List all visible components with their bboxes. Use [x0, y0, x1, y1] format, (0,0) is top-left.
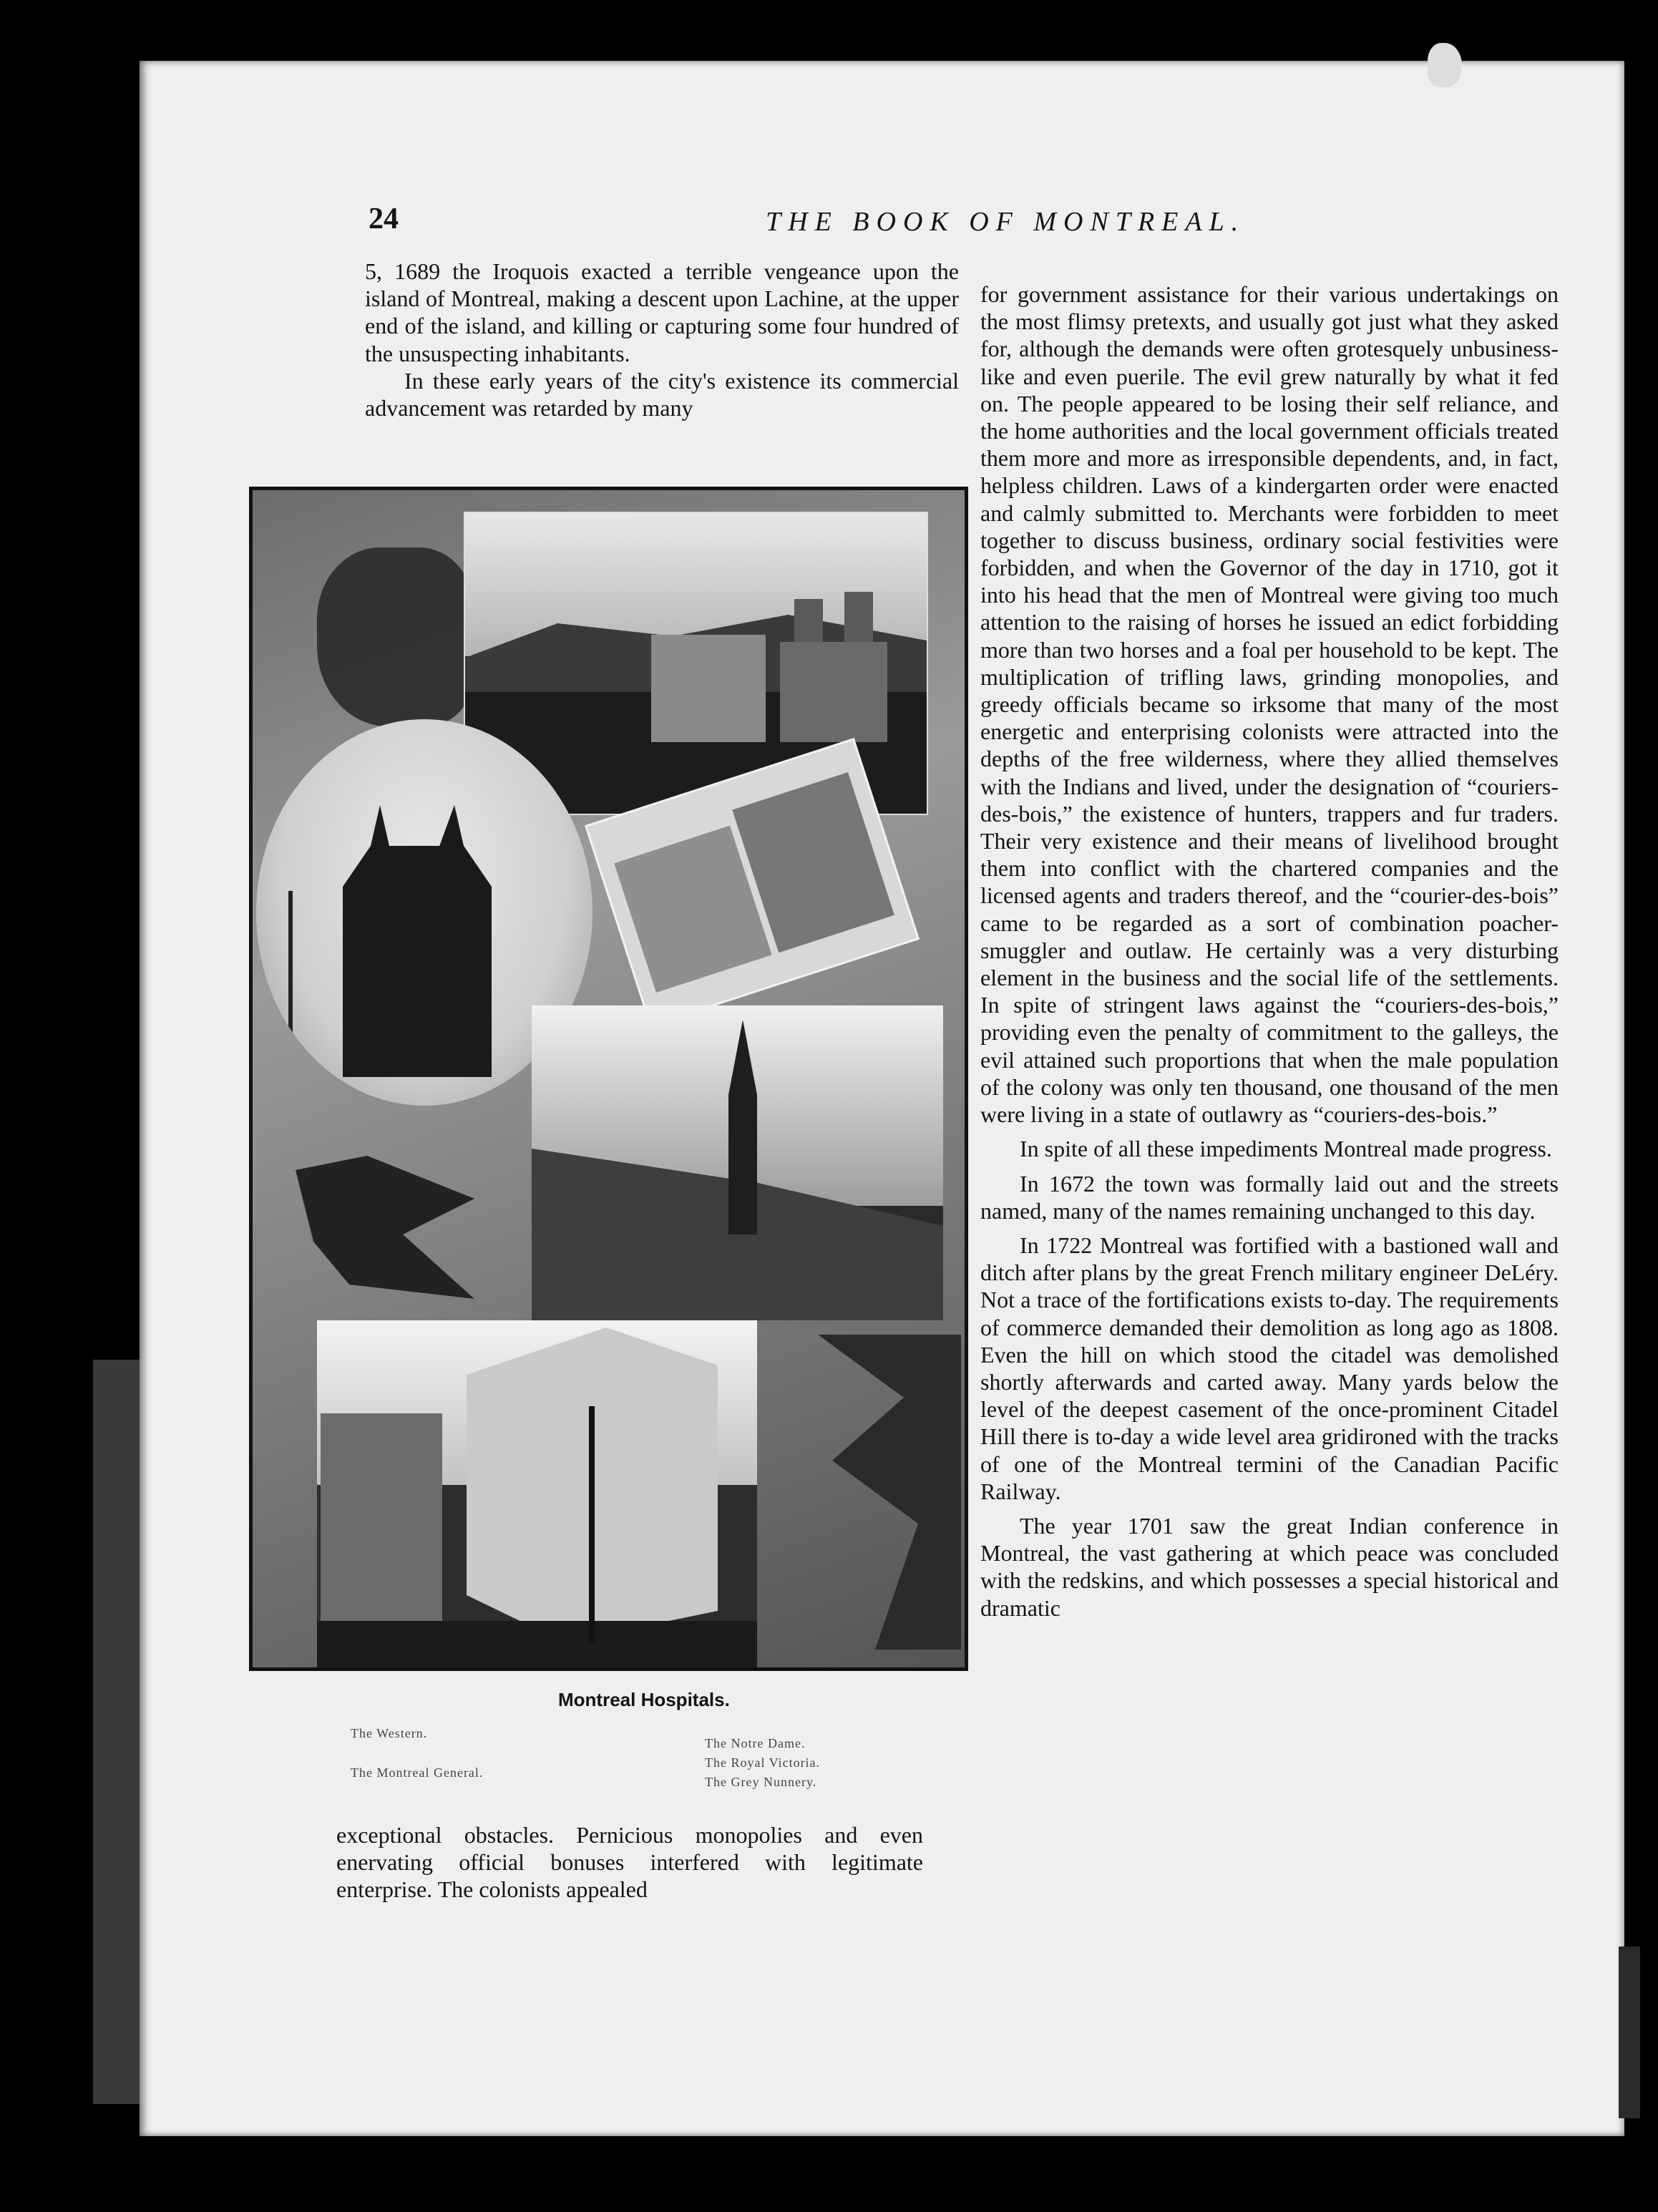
figure-caption: The Grey Nunnery.	[705, 1775, 817, 1789]
figure-title: Montreal Hospitals.	[558, 1689, 730, 1710]
page-number: 24	[369, 203, 399, 235]
running-head: THE BOOK OF MONTREAL.	[766, 207, 1246, 237]
figure-caption: The Montreal General.	[351, 1765, 484, 1780]
decorative-shadow	[818, 1335, 961, 1650]
left-column-top	[365, 258, 959, 422]
page-curl-shadow	[1619, 1947, 1640, 2118]
hospitals-photo-plate	[249, 487, 968, 1671]
right-column	[980, 281, 1559, 1622]
paragraph: for government assistance for their various undertakings on the most flimsy pretexts, and usually got just what they asked for, although the demands were often grotesquely unbusiness-like and even puerile. The evil grew naturally by what it fed on. The people appeared to be losing their self reliance, and the home authorities and the local government officials treated them more and more as irresponsible dependents, and, in fact, helpless children. Laws of a kindergarten order were enacted and calmly submitted to. Merchants were forbidden to meet together to discuss business, ordinary social festivities were forbidden, and when the Governor of the day in 1710, got it into his head that the men of Montreal were giving too much attention to the raising of horses he issued an edict forbidding more than two horses and a foal per household to be kept. The multiplication of trifling laws, grinding monopolies, and greedy officials became so irksome that many of the most energetic and enterprising colonists were attracted into the depths of the free wilderness, where they allied themselves with the Indians and lived, under the designation of “couriers-des-bois,” the existence of hunters, trappers and fur traders. Their very existence and their means of livelihood brought them into conflict with the chartered companies and the licensed agents and traders thereof, and the “courier-des-bois” came to be regarded as a sort of combination poacher-smuggler and outlaw. He certainly was a very disturbing element in the business and the social life of the settlements. In spite of stringent laws against the “couriers-des-bois,” providing even the penalty of commitment to the galleys, the evil attained such proportions that when the male population of the colony was only ten thousand, one thousand of the men were living in a state of outlawry as “couriers-des-bois.”	[980, 281, 1559, 1128]
paragraph: In 1722 Montreal was fortified with a bastioned wall and ditch after plans by the great French military engineer DeLéry. Not a trace of the fortifications exists to-day. The requirements of commerce demanded their demolition as long ago as 1808. Even the hill on which stood the citadel was demolished shortly afterwards and carted away. Many yards below the level of the deepest casement of the once-prominent Citadel Hill there is to-day a wide level area gridironed with the tracks of one of the Montreal termini of the Canadian Pacific Railway.	[980, 1232, 1559, 1504]
figure-caption: The Notre Dame.	[705, 1736, 806, 1750]
figure-caption: The Royal Victoria.	[705, 1755, 821, 1770]
paragraph: In these early years of the city's existence its commercial advancement was retarded by many	[365, 367, 959, 422]
film-speck	[1428, 43, 1462, 87]
paragraph: 5, 1689 the Iroquois exacted a terrible vengeance upon the island of Montreal, making a descent upon Lachine, at the upper end of the island, and killing or capturing some four hundred of the unsuspecting inhabitants.	[365, 258, 959, 366]
paragraph: The year 1701 saw the great Indian conference in Montreal, the vast gathering at which peace was concluded with the redskins, and which possesses a special historical and dramatic	[980, 1512, 1559, 1621]
left-column-bottom	[336, 1821, 923, 1904]
book-edge-shadow	[93, 1360, 143, 2104]
decorative-shadow	[296, 1156, 474, 1299]
paragraph: In spite of all these impediments Montreal made progress.	[1020, 1136, 1552, 1162]
paragraph: exceptional obstacles. Pernicious monopolies and even enervating official bonuses interfered with legitimate enterprise. The colonists appealed	[336, 1822, 923, 1903]
paragraph: In 1672 the town was formally laid out and the streets named, many of the names remaining unchanged to this day.	[980, 1170, 1559, 1224]
decorative-shadow	[317, 547, 474, 726]
photo-the-western	[317, 1320, 757, 1671]
figure-caption: The Western.	[351, 1726, 428, 1740]
photo-montreal-general	[532, 1005, 943, 1320]
